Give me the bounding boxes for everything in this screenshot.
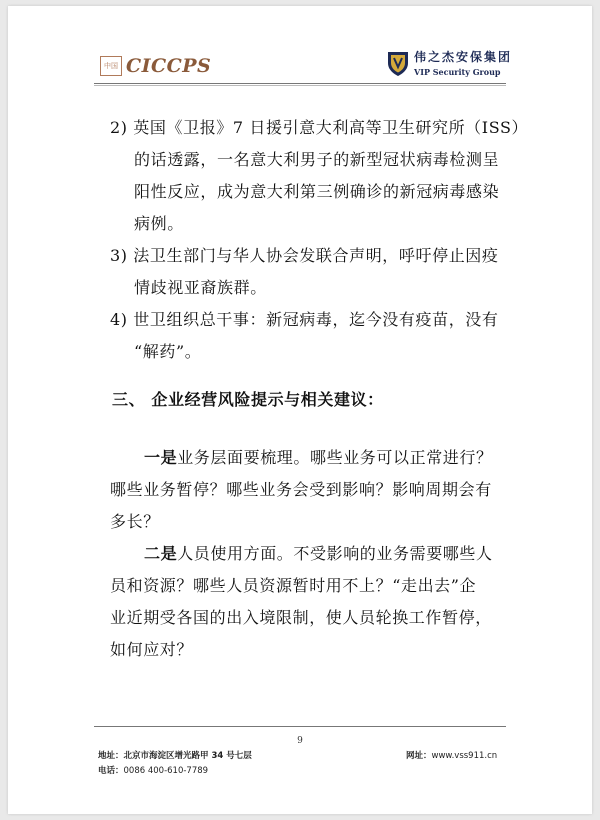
seal-icon: 中国 bbox=[100, 56, 122, 76]
section-title: 三、 企业经营风险提示与相关建议： bbox=[112, 390, 384, 409]
footer-phone: 电话：0086 400-610-7789 bbox=[98, 766, 209, 776]
item-3-line-1: 3) 法卫生部门与华人协会发联合声明，呼吁停止因疫 bbox=[110, 246, 499, 265]
ciccps-logo bbox=[100, 54, 211, 78]
page-header bbox=[8, 6, 592, 86]
paragraph-2-lead: 二是 bbox=[144, 544, 178, 563]
item-3-line-2: 情歧视亚裔族群。 bbox=[134, 278, 267, 297]
paragraph-2-line-3: 业近期受各国的出入境限制，使人员轮换工作暂停， bbox=[110, 608, 492, 627]
paragraph-1-line-1: 一是业务层面要梳理。哪些业务可以正常进行？ bbox=[144, 448, 493, 467]
header-divider-thin bbox=[94, 85, 506, 86]
paragraph-2-line-1: 二是人员使用方面。不受影响的业务需要哪些人 bbox=[144, 544, 493, 563]
paragraph-1-line-3: 多长？ bbox=[110, 512, 160, 531]
ciccps-logo-text: CICCPS bbox=[126, 55, 212, 77]
paragraph-2-line-4: 如何应对？ bbox=[110, 640, 194, 659]
brand-name-cn: 伟之杰安保集团 bbox=[414, 50, 513, 64]
item-2-line-4: 病例。 bbox=[134, 214, 184, 233]
shield-icon bbox=[386, 49, 410, 77]
footer-divider bbox=[94, 726, 506, 727]
footer-address: 地址：北京市海淀区增光路甲 34 号七层 bbox=[98, 751, 252, 761]
paragraph-1-line-2: 哪些业务暂停？哪些业务会受到影响？影响周期会有 bbox=[110, 480, 492, 499]
document-page bbox=[8, 6, 592, 814]
footer-website: 网址：www.vss911.cn bbox=[406, 751, 498, 761]
item-4-line-2: “解药”。 bbox=[134, 342, 202, 361]
paragraph-2-line-2: 员和资源？哪些人员资源暂时用不上？“走出去”企 bbox=[110, 576, 477, 595]
item-2-line-3: 阳性反应，成为意大利第三例确诊的新冠病毒感染 bbox=[134, 182, 500, 201]
header-divider bbox=[94, 83, 506, 84]
page-number: 9 bbox=[297, 736, 303, 746]
item-2-line-2: 的话透露，一名意大利男子的新型冠状病毒检测呈 bbox=[134, 150, 500, 169]
item-4-line-1: 4) 世卫组织总干事：新冠病毒，迄今没有疫苗，没有 bbox=[110, 310, 499, 329]
vip-security-logo bbox=[386, 48, 512, 77]
item-2-line-1: 2) 英国《卫报》7 日援引意大利高等卫生研究所（ISS） bbox=[110, 118, 529, 137]
paragraph-1-lead: 一是 bbox=[144, 448, 178, 467]
brand-name-en: VIP Security Group bbox=[414, 67, 501, 77]
